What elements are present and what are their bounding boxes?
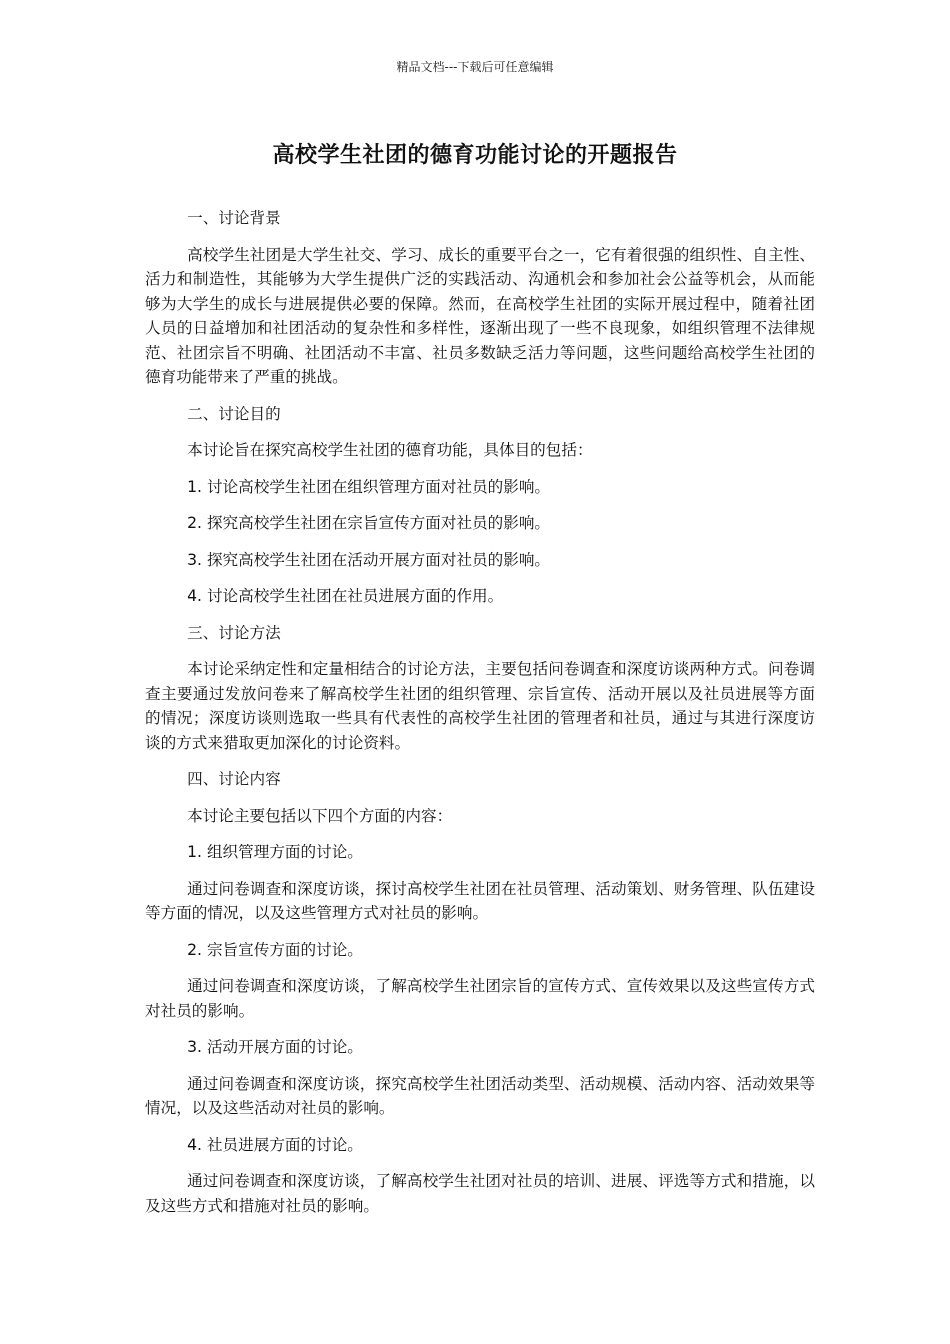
section-heading-background: 一、讨论背景 [187, 209, 281, 227]
section-heading-purpose: 二、讨论目的 [187, 404, 281, 423]
document-title: 高校学生社团的德育功能讨论的开题报告 [272, 143, 678, 168]
paragraph: 通过问卷调查和深度访谈，探讨高校学生社团在社员管理、活动策划、财务管理、队伍建设等方面的情况，以及这些管理方式对社员的影响。 [145, 879, 815, 922]
paragraph: 通过问卷调查和深度访谈，了解高校学生社团宗旨的宣传方式、宣传效果以及这些宣传方式对社员的影响。 [145, 977, 815, 1020]
list-item: 4. 讨论高校学生社团在社员进展方面的作用。 [187, 587, 504, 605]
section-heading-method: 三、讨论方法 [187, 623, 281, 642]
list-item: 2. 探究高校学生社团在宗旨宣传方面对社员的影响。 [187, 514, 551, 532]
paragraph: 本讨论主要包括以下四个方面的内容： [187, 806, 453, 825]
paragraph: 通过问卷调查和深度访谈，探究高校学生社团活动类型、活动规模、活动内容、活动效果等情况，以及这些活动对社员的影响。 [145, 1074, 815, 1117]
page-header-note: 精品文档---下载后可任意编辑 [396, 60, 554, 74]
section-heading-content: 四、讨论内容 [187, 770, 281, 788]
paragraph: 通过问卷调查和深度访谈，了解高校学生社团对社员的培训、进展、评选等方式和措施，以及这些方式和措施对社员的影响。 [145, 1172, 815, 1215]
list-item: 3. 活动开展方面的讨论。 [187, 1038, 363, 1056]
list-item: 2. 宗旨宣传方面的讨论。 [187, 940, 363, 959]
document-body [145, 206, 815, 1230]
list-item: 4. 社员进展方面的讨论。 [187, 1135, 363, 1154]
paragraph: 本讨论旨在探究高校学生社团的德育功能，具体目的包括： [187, 441, 593, 459]
list-item: 3. 探究高校学生社团在活动开展方面对社员的影响。 [187, 550, 551, 569]
list-item: 1. 讨论高校学生社团在组织管理方面对社员的影响。 [187, 477, 551, 496]
list-item: 1. 组织管理方面的讨论。 [187, 843, 363, 861]
paragraph: 高校学生社团是大学生社交、学习、成长的重要平台之一，它有着很强的组织性、自主性、活力和制造性，其能够为大学生提供广泛的实践活动、沟通机会和参加社会公益等机会，从而能够为大学生的成长与进展提供必要的保障。然而，在高校学生社团的实际开展过程中，随着社团人员的日益增加和社团活动的复杂性和多样性，逐渐出现了一些不良现象，如组织管理不法律规范、社团宗旨不明确、社团活动不丰富、社员多数缺乏活力等问题，这些问题给高校学生社团的德育功能带来了严重的挑战。 [145, 245, 815, 386]
paragraph: 本讨论采纳定性和定量相结合的讨论方法，主要包括问卷调查和深度访谈两种方式。问卷调查主要通过发放问卷来了解高校学生社团的组织管理、宗旨宣传、活动开展以及社员进展等方面的情况；深度访谈则选取一些具有代表性的高校学生社团的管理者和社员，通过与其进行深度访谈的方式来猎取更加深化的讨论资料。 [145, 660, 815, 752]
